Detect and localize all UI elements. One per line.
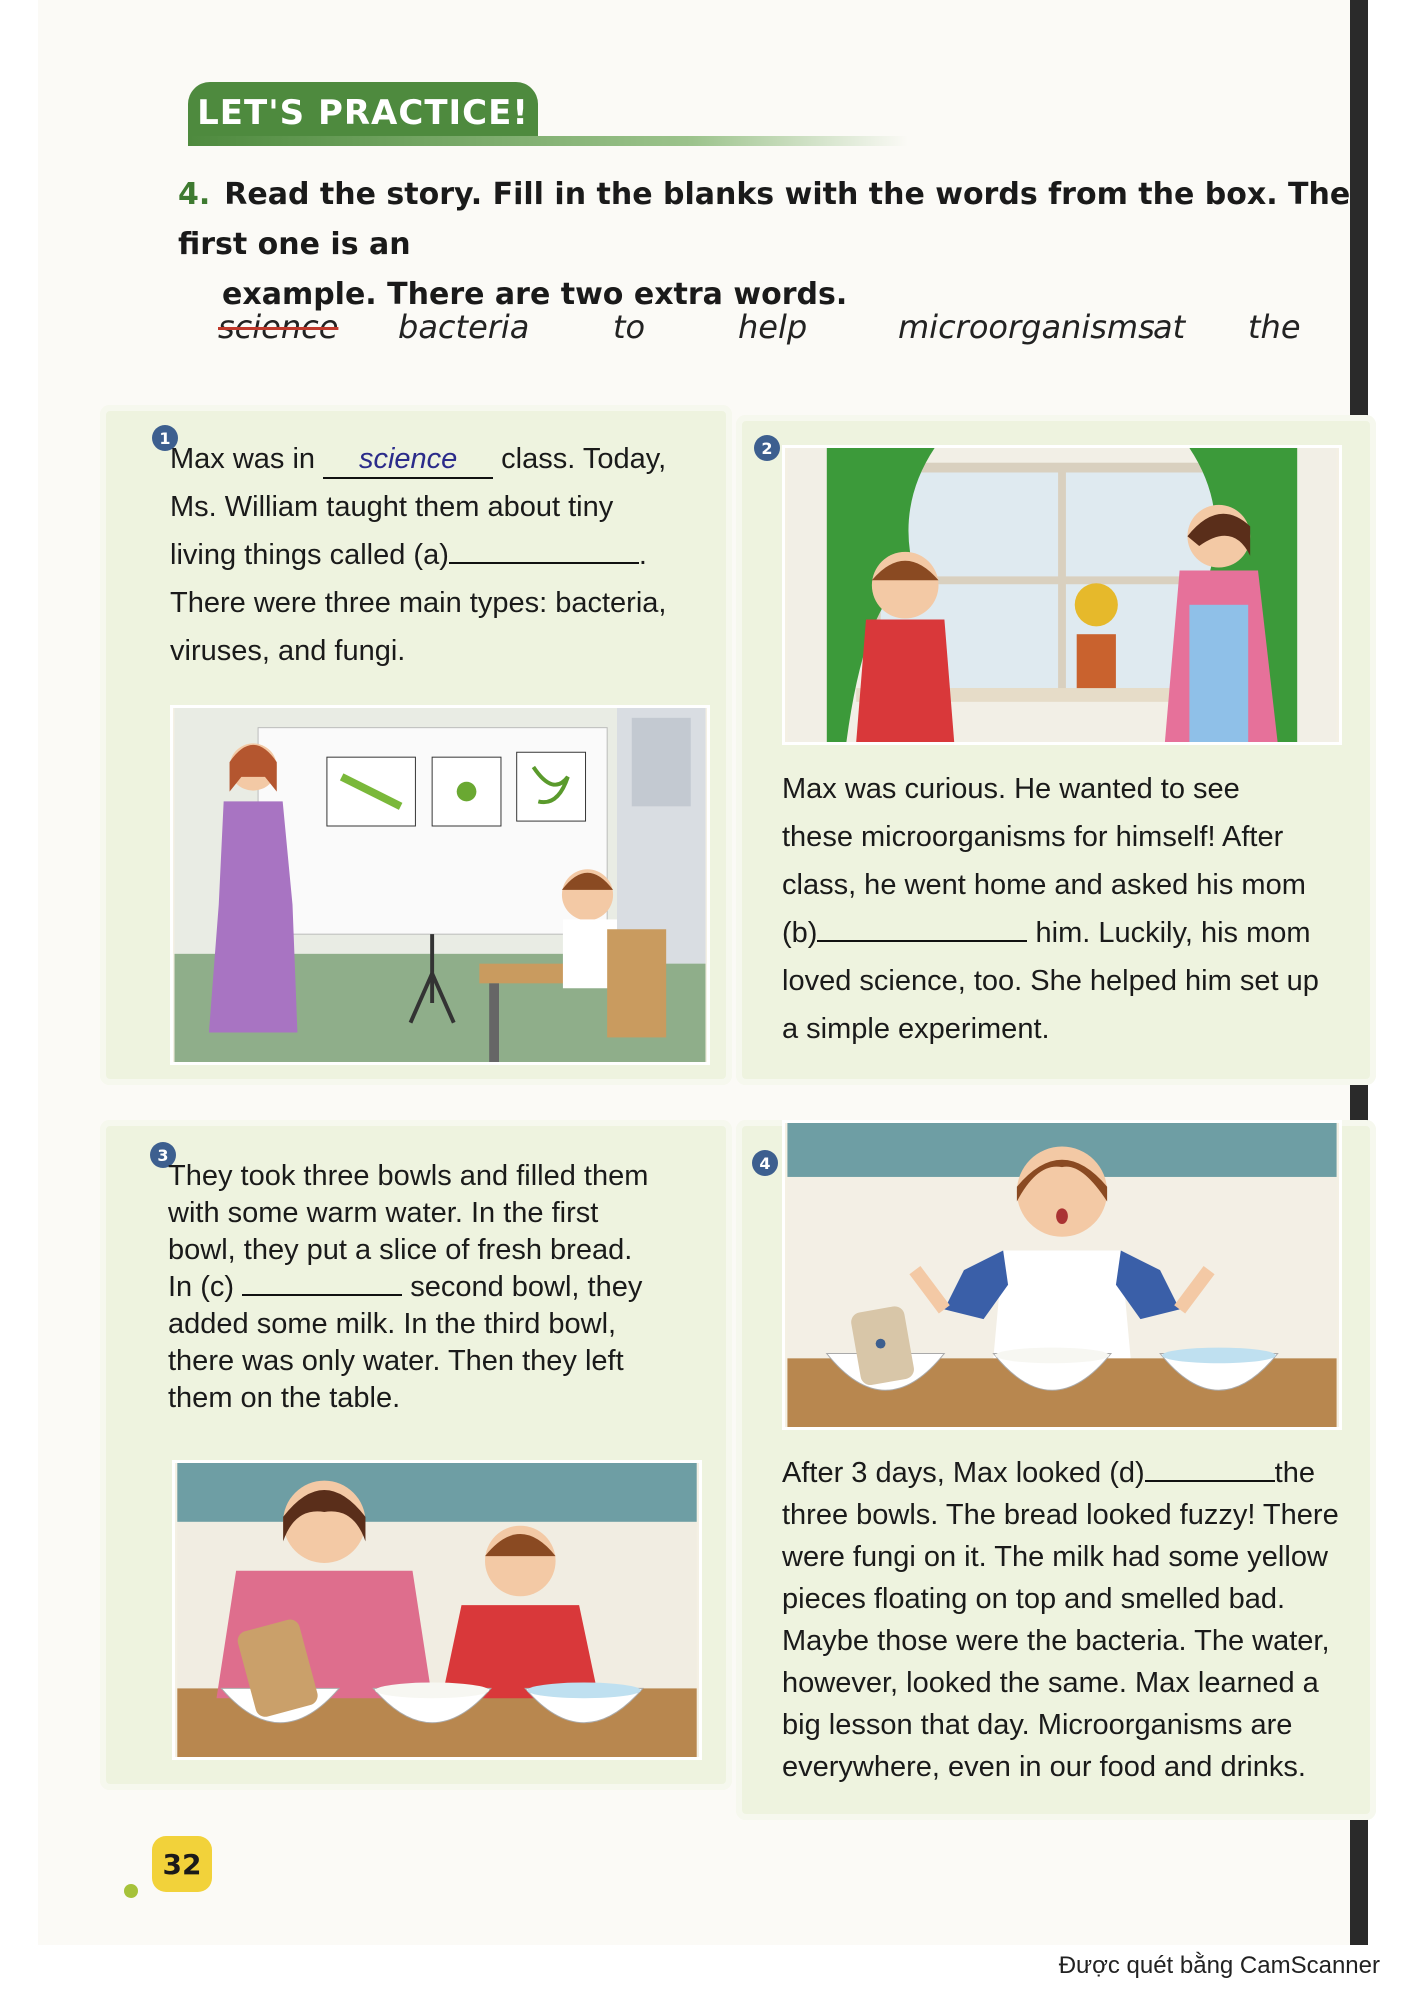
text-line: Ms. William taught them about tiny (170, 491, 614, 523)
panel-3-text (168, 1158, 708, 1417)
story-panel-2 (736, 415, 1376, 1085)
text-line: class. Today, (501, 443, 667, 475)
exercise-number: 4. (178, 177, 211, 212)
text-line: After 3 days, Max looked (782, 1457, 1102, 1489)
text-line: They took three bowls and filled them (168, 1160, 649, 1192)
story-panel-1 (100, 405, 732, 1085)
word-box-item: bacteria (398, 308, 530, 346)
text-line: them on the table. (168, 1382, 401, 1414)
answer-blank-d[interactable] (1145, 1480, 1275, 1482)
page-number: 32 (152, 1836, 212, 1892)
text-line: three bowls. The bread looked fuzzy! There (782, 1499, 1339, 1531)
text-line: these microorganisms for himself! After (782, 821, 1284, 853)
panel-number-badge: 4 (752, 1150, 778, 1176)
scanner-watermark: Được quét bằng CamScanner (1058, 1952, 1380, 1979)
max-surprised-illustration (782, 1120, 1342, 1430)
text-line: added some milk. In the third bowl, (168, 1308, 617, 1340)
max-surprised-drawing (785, 1123, 1339, 1427)
text-line: were fungi on it. The milk had some yellow (782, 1541, 1328, 1573)
text-line: loved science, too. She helped him set up (782, 965, 1319, 997)
text-line: second bowl, they (410, 1271, 643, 1303)
text-line: a simple experiment. (782, 1013, 1050, 1045)
text-line: Maybe those were the bacteria. The water, (782, 1625, 1330, 1657)
word-box-item: help (738, 308, 808, 346)
word-box-item: the (1248, 308, 1301, 346)
text-line: the (1274, 1457, 1315, 1489)
story-panel-3 (100, 1120, 732, 1790)
panel-number-badge: 1 (152, 425, 178, 451)
text-line: Max was curious. He wanted to see (782, 773, 1240, 805)
example-answer: science (323, 441, 493, 479)
answer-blank-a[interactable] (449, 562, 639, 564)
blank-label-d: (d) (1109, 1457, 1145, 1489)
text-line: bowl, they put a slice of fresh bread. (168, 1234, 633, 1266)
banner-underline (188, 136, 908, 146)
panel-4-text (782, 1452, 1342, 1788)
window-drawing (785, 448, 1339, 742)
instruction-line-2: example. There are two extra words. (222, 277, 848, 312)
section-banner (188, 82, 538, 144)
word-box-item: to (613, 308, 646, 346)
text-line: pieces floating on top and smelled bad. (782, 1583, 1286, 1615)
word-box-item: science (218, 308, 339, 346)
blank-label-b: (b) (782, 917, 818, 949)
text-line: with some warm water. In the first (168, 1197, 599, 1229)
window-illustration (782, 445, 1342, 745)
answer-blank-b[interactable] (817, 940, 1027, 942)
story-panel-4 (736, 1120, 1376, 1820)
banner-title: LET'S PRACTICE! (197, 93, 529, 133)
text-line: there was only water. Then they left (168, 1345, 624, 1377)
text-line: however, looked the same. Max learned a (782, 1667, 1319, 1699)
text-line: Max was in (170, 443, 316, 475)
text-line: There were three main types: bacteria, (170, 587, 667, 619)
blank-label-a: (a) (413, 539, 449, 571)
text-line: In (168, 1271, 193, 1303)
text-line: him. Luckily, his mom (1035, 917, 1311, 949)
text-line: living things called (170, 539, 406, 571)
answer-blank-c[interactable] (242, 1294, 402, 1296)
blank-label-c: (c) (200, 1271, 235, 1303)
exercise-instruction (178, 170, 1368, 320)
panel-number-badge: 3 (150, 1142, 176, 1168)
word-box-item: microorganisms (898, 308, 1155, 346)
bowls-illustration (172, 1460, 702, 1760)
instruction-line-1: Read the story. Fill in the blanks with the words from the box. The first one is an (178, 177, 1351, 262)
classroom-illustration (170, 705, 710, 1065)
text-line: everywhere, even in our food and drinks. (782, 1751, 1306, 1783)
word-box (218, 300, 1338, 360)
text-line: class, he went home and asked his mom (782, 869, 1306, 901)
textbook-page (38, 0, 1368, 1945)
decorative-dot (124, 1884, 138, 1898)
panel-1-text: Max was in science class. Today, Ms. William taught them about tiny living things called (a) . There were three main types: bacteria, viruses, and fungi. (170, 435, 710, 675)
bowls-drawing (175, 1463, 699, 1757)
text-line: big lesson that day. Microorganisms are (782, 1709, 1293, 1741)
text-line: viruses, and fungi. (170, 635, 406, 667)
panel-number-badge: 2 (754, 435, 780, 461)
panel-2-text (782, 765, 1342, 1053)
classroom-drawing (173, 708, 707, 1062)
word-box-item: at (1153, 308, 1186, 346)
